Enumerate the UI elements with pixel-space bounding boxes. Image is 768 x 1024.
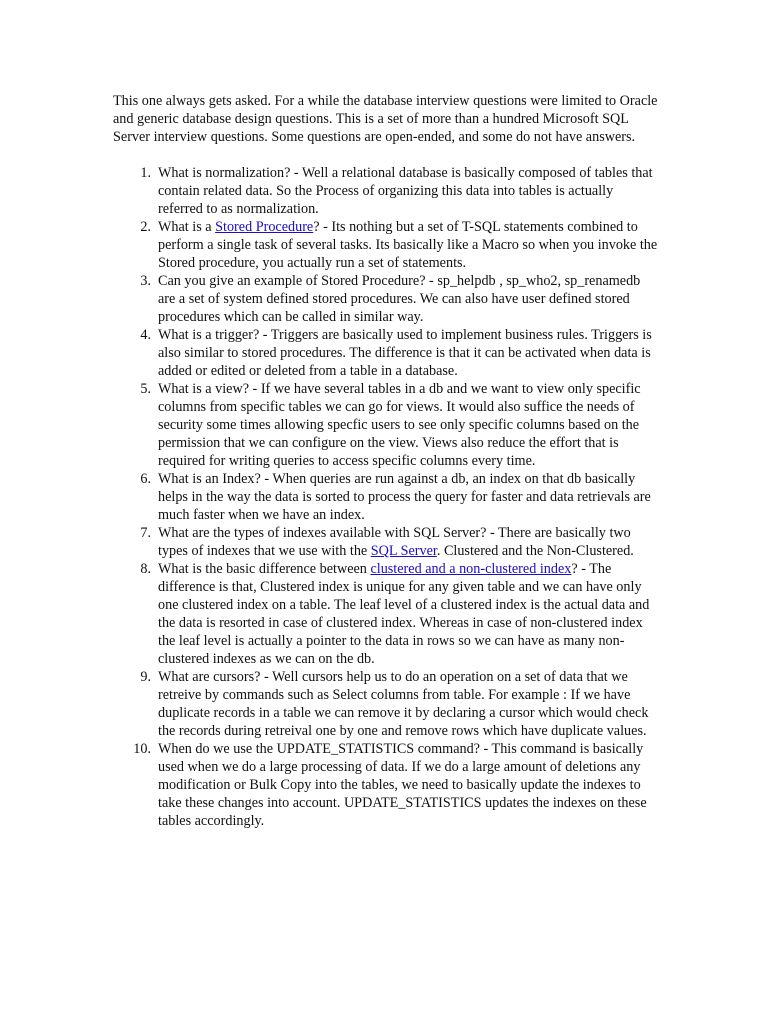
question-text: What is a trigger? - Triggers are basically used to implement business rules. Triggers is also similar to stored procedures. The difference is that it can be activated when data is added or edited or deleted from a table in a database. — [158, 327, 652, 379]
question-text: What are the types of indexes available with SQL Server? - There are basically two types of indexes that we use with the — [158, 525, 631, 559]
document-page — [113, 92, 658, 830]
question-item — [113, 668, 658, 740]
question-text-continued: ? - Its nothing but a set of T-SQL statements combined to perform a single task of several tasks. Its basically like a Macro so when you invoke the Stored procedure, you actually run a set of statements. — [158, 219, 658, 271]
question-link[interactable]: clustered and a non-clustered index — [370, 561, 572, 577]
question-text: What is normalization? - Well a relational database is basically composed of tables that contain related data. So the Process of organizing this data into tables is actually referred to as normalization. — [158, 165, 653, 217]
intro-paragraph: This one always gets asked. For a while the database interview questions were limited to Oracle and generic database design questions. This is a set of more than a hundred Microsoft SQL Server interview questions. Some questions are open-ended, and some do not have answers. — [113, 93, 658, 145]
question-item — [113, 326, 658, 380]
questions-list — [113, 164, 658, 830]
question-item — [113, 524, 658, 560]
question-text-continued: ? - The difference is that, Clustered index is unique for any given table and we can have only one clustered index on a table. The leaf level of a clustered index is the actual data and the data is resorted in case of clustered index. Whereas in case of non-clustered index the leaf level is actually a pointer to the data in rows so we can have as many non-clustered indexes as we can on the db. — [158, 561, 650, 667]
question-item — [113, 470, 658, 524]
question-number: 4. — [140, 327, 151, 343]
question-item — [113, 380, 658, 470]
question-text-continued: . Clustered and the Non-Clustered. — [436, 543, 634, 559]
question-number: 8. — [140, 561, 151, 577]
question-number: 3. — [140, 273, 151, 289]
question-item — [113, 560, 658, 668]
question-number: 7. — [140, 525, 151, 541]
question-number: 2. — [140, 219, 151, 235]
question-number: 5. — [140, 381, 151, 397]
question-link[interactable]: SQL Server — [370, 543, 437, 559]
question-item — [113, 164, 658, 218]
question-number: 6. — [140, 471, 151, 487]
question-item — [113, 218, 658, 272]
question-text: What is a view? - If we have several tables in a db and we want to view only specific columns from specific tables we can go for views. It would also suffice the needs of security some times allowing specfic users to see only specific columns based on the permission that we can configure on the view. Views also reduce the effort that is required for writing queries to access specific columns every time. — [158, 381, 641, 469]
question-item — [113, 740, 658, 830]
question-text: What are cursors? - Well cursors help us to do an operation on a set of data that we retreive by commands such as Select columns from table. For example : If we have duplicate records in a table we can remove it by declaring a cursor which would check the records during retreival one by one and remove rows which have duplicate values. — [158, 669, 649, 739]
question-text: What is the basic difference between — [158, 561, 371, 577]
question-link[interactable]: Stored Procedure — [215, 219, 314, 235]
question-number: 1. — [140, 165, 151, 181]
question-number: 9. — [140, 669, 151, 685]
question-text: When do we use the UPDATE_STATISTICS command? - This command is basically used when we do a large processing of data. If we do a large amount of deletions any modification or Bulk Copy into the tables, we need to basically update the indexes to take these changes into account. UPDATE_STATISTICS updates the indexes on these tables accordingly. — [158, 741, 647, 829]
question-text: Can you give an example of Stored Procedure? - sp_helpdb , sp_who2, sp_renamedb are a set of system defined stored procedures. We can also have user defined stored procedures which can be called in similar way. — [158, 273, 641, 325]
question-text: What is an Index? - When queries are run against a db, an index on that db basically helps in the way the data is sorted to process the query for faster and data retrievals are much faster when we have an index. — [158, 471, 651, 523]
question-number: 10. — [133, 741, 151, 757]
question-text: What is a — [158, 219, 216, 235]
question-item — [113, 272, 658, 326]
